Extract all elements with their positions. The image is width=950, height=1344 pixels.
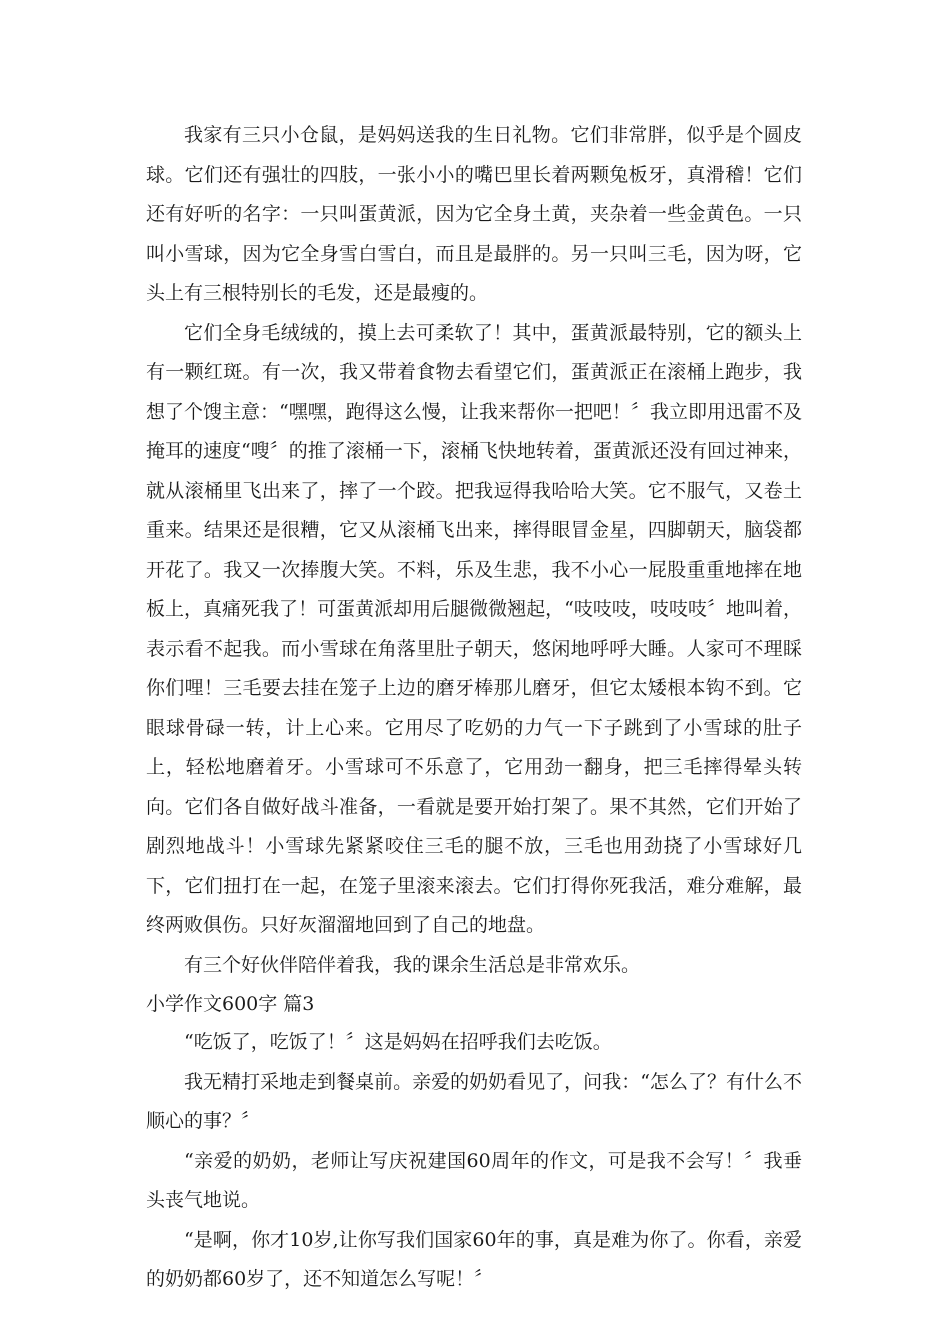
paragraph-hamsters-intro: 我家有三只小仓鼠，是妈妈送我的生日礼物。它们非常胖，似乎是个圆皮球。它们还有强壮的四肢，一张小小的嘴巴里长着两颗兔板牙，真滑稽！它们还有好听的名字：一只叫蛋黄派，因为它全身土黄，夹杂着一些金黄色。一只叫小雪球，因为它全身雪白雪白，而且是最胖的。另一只叫三毛，因为呀，它头上有三根特别长的毛发，还是最瘦的。 xyxy=(146,124,802,304)
paragraph-grandma-asks: 我无精打采地走到餐桌前。亲爱的奶奶看见了，问我：“怎么了？有什么不顺心的事？〞 xyxy=(146,1070,802,1132)
paragraph-dinner-call: “吃饭了，吃饭了！〞这是妈妈在招呼我们去吃饭。 xyxy=(184,1031,612,1053)
paragraph-hamsters-conclusion: 有三个好伙伴陪伴着我，我的课余生活总是非常欢乐。 xyxy=(184,953,641,976)
paragraph-hamsters-story: 它们全身毛绒绒的，摸上去可柔软了！其中，蛋黄派最特别，它的额头上有一颗红斑。有一次，我又带着食物去看望它们，蛋黄派正在滚桶上跑步，我想了个馊主意：“嘿嘿，跑得这么慢，让我来帮你一把吧！〞我立即用迅雷不及掩耳的速度“嗖〞的推了滚桶一下，滚桶飞快地转着，蛋黄派还没有回过神来，就从滚桶里飞出来了，摔了一个跤。把我逗得我哈哈大笑。它不服气，又卷土重来。结果还是很糟，它又从滚桶飞出来，摔得眼冒金星，四脚朝天，脑袋都开花了。我又一次捧腹大笑。不料，乐及生悲，我不小心一屁股重重地摔在地板上，真痛死我了！可蛋黄派却用后腿微微翘起，“吱吱吱，吱吱吱〞地叫着，表示看不起我。而小雪球在角落里肚子朝天，悠闲地呼呼大睡。人家可不理睬你们哩！三毛要去挂在笼子上边的磨牙棒那儿磨牙，但它太矮根本钩不到。它眼球骨碌一转，计上心来。它用尽了吃奶的力气一下子跳到了小雪球的肚子上，轻松地磨着牙。小雪球可不乐意了，它用劲一翻身，把三毛摔得晕头转向。它们各自做好战斗准备，一看就是要开始打架了。果不其然，它们开始了剧烈地战斗！小雪球先紧紧咬住三毛的腿不放，三毛也用劲挠了小雪球好几下，它们扭打在一起，在笼子里滚来滚去。它们打得你死我活，难分难解，最终两败俱伤。只好灰溜溜地回到了自己的地盘。 xyxy=(146,321,802,936)
section-heading: 小学作文600字 篇3 xyxy=(146,993,315,1015)
paragraph-essay-problem: “亲爱的奶奶，老师让写庆祝建国60周年的作文，可是我不会写！〞我垂头丧气地说。 xyxy=(146,1149,802,1211)
document-page xyxy=(146,116,802,1300)
paragraph-grandma-reply: “是啊，你才10岁,让你写我们国家60年的事，真是难为你了。你看，亲爱的奶奶都60岁了，还不知道怎么写呢！〞 xyxy=(146,1228,802,1290)
